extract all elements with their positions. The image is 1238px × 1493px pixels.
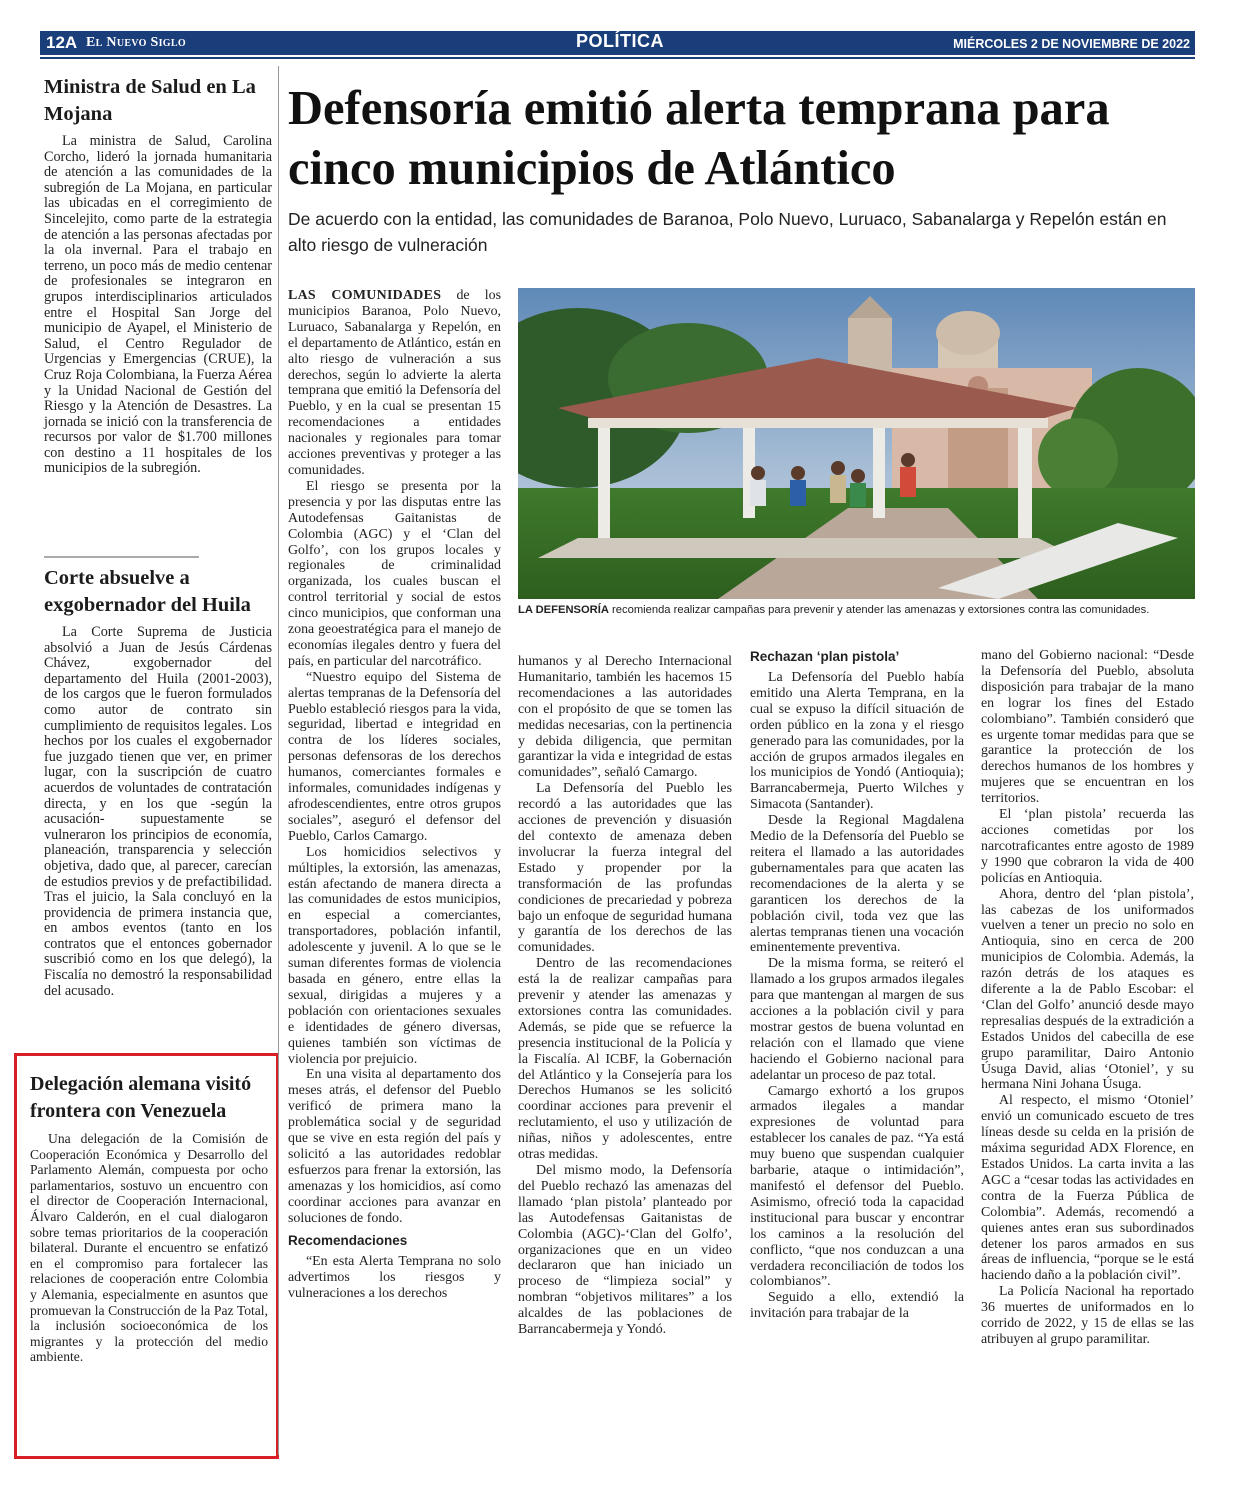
brief-title: Ministra de Salud en La Mojana: [44, 76, 256, 125]
brief-title: Delegación alemana visitó frontera con Venezuela: [30, 1073, 252, 1122]
caption-lead: LA DEFENSORÍA: [518, 604, 609, 616]
paragraph: Dentro de las recomendaciones está la de realizar campañas para prevenir y atender las amenazas y extorsiones contra las comunidades. Además, se pide que se refuerce la presencia institucional de la Policía y la Fiscalía. Al ICBF, la Gobernación del Atlántico y la Consejería para los Derechos Humanos se les solicitó coordinar acciones para prevenir el reclutamiento, el uso y utilización de niñas, niños y adolescentes, entre otras medidas.: [518, 956, 732, 1163]
column-rule: [278, 66, 279, 1455]
header-rule: [40, 57, 1195, 59]
article-column-2: [518, 654, 732, 1338]
paragraph: Desde la Regional Magdalena Medio de la Defensoría del Pueblo se reitera el llamado a las autoridades gubernamentales para que acaten las recomendaciones de la alerta y se garanticen los derechos de la población civil, toda vez que las alertas tempranas tienen una vocación eminentemente preventiva.: [750, 813, 964, 956]
paragraph: “En esta Alerta Temprana no solo advertimos los riesgos y vulneraciones a los derechos: [288, 1254, 501, 1302]
article-photo: [518, 288, 1195, 599]
paragraph: Los homicidios selectivos y múltiples, la extorsión, las amenazas, están afectando de manera directa a las comunidades de estos municipios, en especial a comerciantes, transportadores, población infantil, adolescente y juvenil. A lo que se le suman diferentes formas de violencia basada en género, entre ellas la sexual, dirigidas a mujeres y a población con orientaciones sexuales e identidades de género diversas, quienes también son víctimas de violencia por prejuicio.: [288, 844, 501, 1067]
article-column-1: [288, 288, 501, 1302]
photo-caption: [518, 603, 1193, 618]
article-subhead: De acuerdo con la entidad, las comunidades de Baranoa, Polo Nuevo, Luruaco, Sabanalarga y Repelón están en alto riesgo de vulneración: [288, 209, 1167, 255]
paragraph-text: de los municipios Baranoa, Polo Nuevo, Luruaco, Sabanalarga y Repelón, en el departamento de Atlántico, están en alto riesgo de vulneración a sus derechos, según lo advierte la alerta temprana que emitió la Defensoría del Pueblo, y en la cual se presentan 15 recomendaciones a entidades nacionales y regionales para tomar acciones preventivas y proteger a las comunidades.: [288, 288, 501, 478]
brief-salud: [44, 74, 272, 477]
paragraph: Ahora, dentro del ‘plan pistola’, las cabezas de los uniformados vuelven a tener un precio no solo en Antioquia, sino en cerca de 200 municipios de Colombia. Además, la razón detrás de los ataques es diferente a la de Pablo Escobar: el ‘Clan del Golfo’ anunció desde mayo represalias después de la extradición a Estados Unidos del cabecilla de ese grupo paramilitar, Dairo Antonio Úsuga David, alias ‘Otoniel’, y su hermana Nini Johana Úsuga.: [981, 886, 1194, 1093]
paragraph: Del mismo modo, la Defensoría del Pueblo rechazó las amenazas del llamado ‘plan pistola’ planteado por las Autodefensas Gaitanistas de Colombia (AGC)-‘Clan del Golfo’, organizaciones que en un video declararon que han iniciado un proceso de “limpieza social” y nombran “objetivos militares” a los alcaldes de las poblaciones de Barrancabermeja y Yondó.: [518, 1163, 732, 1338]
brief-separator: [44, 556, 199, 558]
newspaper-name: El Nuevo Siglo: [86, 35, 186, 50]
subheading: Recomendaciones: [288, 1233, 408, 1249]
paragraph: La Policía Nacional ha reportado 36 muertes de uniformados en lo corrido de 2022, y 15 de ellas se las atribuyen al grupo paramilitar.: [981, 1284, 1194, 1347]
paragraph: El riesgo se presenta por la presencia y por las disputas entre las Autodefensas Gaitanistas de Colombia (AGC) y el ‘Clan del Golfo’, con los grupos locales y regionales de criminalidad organizada, los cuales buscan el control territorial y social de estos cinco municipios, que conforman una zona geoestratégica para el manejo de economías ilegales dentro y fuera del país, en particular del narcotráfico.: [288, 478, 501, 669]
paragraph: La Defensoría del Pueblo había emitido una Alerta Temprana, en la cual se expuso la difícil situación de orden público en la zona y el riesgo generado para las comunidades, por la acción de grupos armados ilegales en los municipios de Yondó (Antioquia); Barrancabermeja, Puerto Wilches y Simacota (Santander).: [750, 670, 964, 813]
caption-text: recomienda realizar campañas para prevenir y atender las amenazas y extorsiones contra las comunidades.: [608, 604, 1150, 616]
article-column-3: [750, 648, 964, 1322]
park-gazebo-photo: [518, 288, 1195, 599]
subheading: Rechazan ‘plan pistola’: [750, 649, 900, 664]
brief-body: Una delegación de la Comisión de Cooperación Económica y Desarrollo del Parlamento Alemán, compuesta por ocho parlamentarios, sostuvo un encuentro con el director de Cooperación Internacional, Álvaro Calderón, en el cual dialogaron sobre temas prioritarios de la cooperación bilateral. Durante el encuentro se enfatizó en el compromiso para fortalecer las relaciones de cooperación entre Colombia y Alemania, especialmente en asuntos que promuevan la Construcción de la Paz Total, la inclusión socioeconómica de los migrantes y la protección del medio ambiente.: [30, 1131, 268, 1365]
paragraph: La Defensoría del Pueblo les recordó a las autoridades que las acciones de prevención y disuasión del contexto de amenaza deben involucrar la fuerza integral del Estado y propender por la transformación de las profundas condiciones de precariedad y pobreza bajo un enfoque de seguridad humana y garantía de los derechos de las comunidades.: [518, 781, 732, 956]
paragraph: [288, 288, 501, 479]
section-title: POLÍTICA: [576, 31, 664, 51]
lead-words: LAS COMUNIDADES: [288, 288, 442, 303]
article-headline: Defensoría emitió alerta temprana para cinco municipios de Atlántico: [288, 82, 1110, 195]
paragraph: Al respecto, el mismo ‘Otoniel’ envió un comunicado escueto de tres líneas desde su celda en la prisión de máxima seguridad ADX Florence, en Estados Unidos. La carta invita a las AGC a “cesar todas las actividades en contra de la Fuerza Pública de Colombia”. Además, recomendó a quienes antes eran sus subordinados detener los paros armados en sus áreas de influencia, “porque se le está haciendo daño a la población civil”.: [981, 1093, 1194, 1284]
paragraph: El ‘plan pistola’ recuerda las acciones cometidas por los narcotraficantes entre agosto de 1989 y 1990 que cobraron la vida de 400 policías en Antioquia.: [981, 807, 1194, 886]
paragraph: humanos y al Derecho Internacional Humanitario, también les hacemos 15 recomendaciones a las autoridades con el propósito de que se tomen las medidas necesarias, con la pertinencia y debida diligencia, que permitan garantizar la vida e integridad de estas comunidades”, señaló Camargo.: [518, 654, 732, 781]
paragraph: Camargo exhortó a los grupos armados ilegales a mandar expresiones de voluntad para establecer los canales de paz. “Ya está muy bueno que suspendan cualquier barbarie, ataque o intimidación”, manifestó el defensor del Pueblo. Asimismo, ofreció toda la capacidad institucional para buscar y encontrar los caminos a la resolución del conflicto, “que nos conduzcan a una verdadera reconciliación de todos los colombianos”.: [750, 1083, 964, 1290]
brief-body: La ministra de Salud, Carolina Corcho, lideró la jornada humanitaria de atención a las comunidades de la subregión de La Mojana, en particular las ubicadas en el corregimiento de Sincelejito, como parte de la estrategia de atención a las personas afectadas por la ola invernal. Para el trabajo en terreno, un poco más de medio centenar de profesionales se integraron en grupos interdisciplinarios articulados entre el Hospital San Jorge del municipio de Ayapel, el Ministerio de Salud, el Centro Regulador de Urgencias y Emergencias (CRUE), la Cruz Roja Colombiana, la Fuerza Aérea y la Unidad Nacional de Gestión del Riesgo y la Atención de Desastres. La jornada se inició con la transferencia de recursos por valor de $1.700 millones con destino a 11 hospitales de los municipios de la subregión.: [44, 133, 272, 477]
paragraph: De la misma forma, se reiteró el llamado a los grupos armados ilegales para que mantengan al margen de sus acciones a la población civil y para mostrar gestos de buena voluntad en relación con el llamado que viene haciendo el Gobierno nacional para adelantar un proceso de paz total.: [750, 956, 964, 1083]
issue-date: MIÉRCOLES 2 DE NOVIEMBRE DE 2022: [953, 37, 1190, 51]
brief-title: Corte absuelve a exgobernador del Huila: [44, 567, 251, 616]
article-column-4: [981, 648, 1194, 1348]
paragraph: “Nuestro equipo del Sistema de alertas tempranas de la Defensoría del Pueblo estableció riesgos para la vida, seguridad, libertad e integridad en contra de los líderes sociales, personas defensoras de los derechos humanos, comerciantes formales e informales, comunidades indígenas y afrodescendientes, entre otros grupos sociales”, aseguró el defensor del Pueblo, Carlos Camargo.: [288, 669, 501, 844]
brief-body: La Corte Suprema de Justicia absolvió a Juan de Jesús Cárdenas Chávez, exgobernador del departamento del Huila (2001-2003), de los cargos que le fueron formulados como autor de contrato sin cumplimiento de requisitos legales. Los hechos por los cuales el exgobernador fue juzgado tienen que ver, en primer lugar, con la suscripción de cuatro acuerdos de voluntades de contratación directa, y en los que -según la acusación- supuestamente se vulneraron los principios de economía, planeación, transparencia y selección objetiva, dado que, al parecer, carecían de estudios previos y de prefactibilidad. Tras el juicio, la Sala concluyó en la providencia de primera instancia que, en ambos eventos (tanto en los contratos que el entonces gobernador suscribió como en los que delegó), la Fiscalía no demostró la responsabilidad del acusado.: [44, 624, 272, 999]
paragraph: En una visita al departamento dos meses atrás, el defensor del Pueblo verificó de primera mano la problemática social y de seguridad que se vive en esta región del país y solicitó a las autoridades redoblar esfuerzos para frenar la extorsión, las amenazas y los homicidios, así como coordinar acciones para avanzar en soluciones de fondo.: [288, 1067, 501, 1226]
page-number: 12A: [46, 33, 78, 52]
brief-corte: [44, 565, 272, 999]
paragraph: mano del Gobierno nacional: “Desde la Defensoría del Pueblo, absoluta disposición para trabajar de la mano en lograr los fines del Estado colombiano”. También consideró que es urgente tomar medidas para que se garantice la protección de los derechos humanos de los hombres y mujeres que se encuentran en los territorios.: [981, 648, 1194, 807]
brief-delegacion: [30, 1071, 268, 1365]
paragraph: Seguido a ello, extendió la invitación para trabajar de la: [750, 1290, 964, 1322]
